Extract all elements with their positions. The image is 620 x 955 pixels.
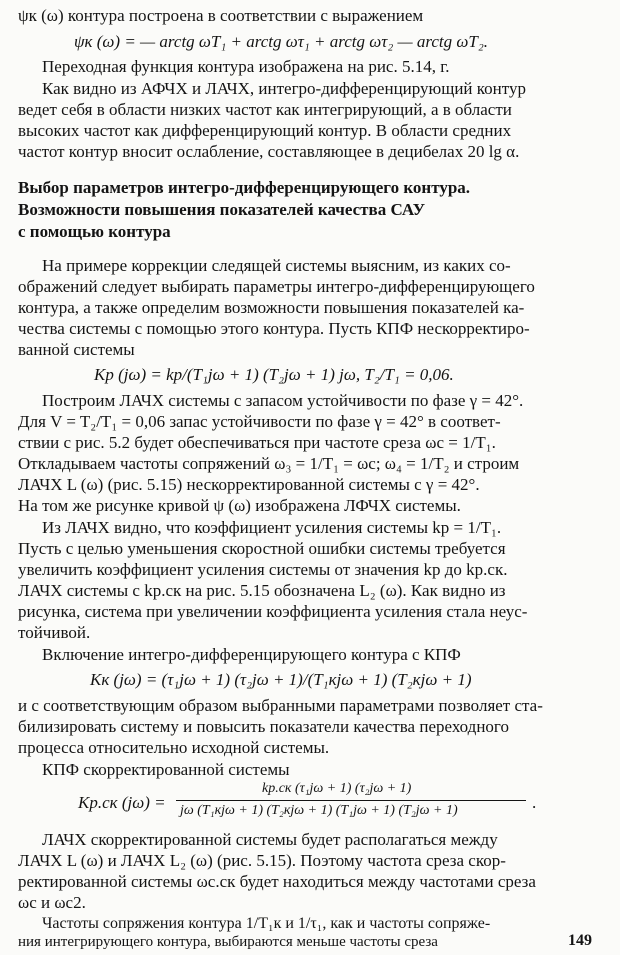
text-line: Переходная функция контура изображена на рис. 5.14, г. <box>42 57 450 76</box>
text-line: КПФ скорректированной системы <box>42 760 290 779</box>
text-line: ωс и ωс2. <box>18 893 86 912</box>
text-line: Откладываем частоты сопряжений ω₃ = 1/T₁ = ωс; ω₄ = 1/T₂ и строим <box>18 454 520 473</box>
text-line: ствии с рис. 5.2 будет обеспечиваться при частоте среза ωс = 1/T₁. <box>18 433 496 452</box>
text-line: ния интегрирующего контура, выбираются меньше частоты среза <box>18 934 438 950</box>
text-line: рисунка, система при увеличении коэффициента усиления стала неус- <box>18 602 528 621</box>
text-line: Из ЛАЧХ видно, что коэффициент усиления системы kр = 1/T₁. <box>42 518 502 537</box>
text-line: билизировать систему и повысить показатели качества переходного <box>18 717 509 736</box>
text-line: частот контур вносит ослабление, составляющее в децибелах 20 lg α. <box>18 142 520 161</box>
section-heading-line: с помощью контура <box>18 222 171 241</box>
text-line: ванной системы <box>18 340 135 359</box>
formula-psi: ψк (ω) = — arctg ωT₁ + arctg ωτ₁ + arctg ωτ₂ — arctg ωT₂. <box>74 32 488 51</box>
text-line: ображений следует выбирать параметры интегро-дифференцирующего <box>18 277 535 296</box>
text-line: ведет себя в области низких частот как интегрирующий, а в области <box>18 100 512 119</box>
fraction-denominator: jω (T₁кjω + 1) (T₂кjω + 1) (T₁jω + 1) (T₂jω + 1) <box>180 803 458 818</box>
text-line: Построим ЛАЧХ системы с запасом устойчивости по фазе γ = 42°. <box>42 391 524 410</box>
fraction-lhs: Kр.ск (jω) = <box>78 793 166 812</box>
fraction-bar <box>176 800 526 801</box>
text-line-offscreen <box>18 952 46 953</box>
page-number: 149 <box>568 932 592 949</box>
text-line: Частоты сопряжения контура 1/T₁к и 1/τ₁, как и частоты сопряже- <box>42 915 491 932</box>
text-line: ЛАЧХ системы с kр.ск на рис. 5.15 обозначена L₂ (ω). Как видно из <box>18 581 506 600</box>
text-line: ЛАЧХ L (ω) и ЛАЧХ L₂ (ω) (рис. 5.15). Поэтому частота среза скор- <box>18 851 506 870</box>
text-line: процесса относительно исходной системы. <box>18 738 330 757</box>
text-line: ректированной системы ωс.ск будет находиться между частотами среза <box>18 872 536 891</box>
fraction-tail: . <box>532 793 537 812</box>
text-line: Для V = T₂/T₁ = 0,06 запас устойчивости по фазе γ = 42° в соответ- <box>18 412 501 431</box>
section-heading-line: Возможности повышения показателей качества САУ <box>18 200 426 219</box>
text-line: На примере коррекции следящей системы выясним, из каких со- <box>42 256 511 275</box>
text-line: увеличить коэффициент усиления системы от значения kр до kр.ск. <box>18 560 508 579</box>
section-heading-line: Выбор параметров интегро-дифференцирующего контура. <box>18 178 471 197</box>
text-line: контура, а также определим возможности повышения показателей ка- <box>18 298 525 317</box>
fraction-numerator: kр.ск (τ₁jω + 1) (τ₂jω + 1) <box>262 781 412 796</box>
text-line: На том же рисунке кривой ψ (ω) изображена ЛФЧХ системы. <box>18 496 461 515</box>
text-line: и с соответствующим образом выбранными параметрами позволяет ста- <box>18 696 543 715</box>
text-line: высоких частот как дифференцирующий контур. В области средних <box>18 121 512 140</box>
formula-kp: Kр (jω) = kр/(T₁jω + 1) (T₂jω + 1) jω, T₂/T₁ = 0,06. <box>94 365 454 384</box>
text-line: ЛАЧХ скорректированной системы будет располагаться между <box>42 830 498 849</box>
text-line: ЛАЧХ L (ω) (рис. 5.15) нескорректированной системы с γ = 42°. <box>18 475 480 494</box>
formula-kk: Kк (jω) = (τ₁jω + 1) (τ₂jω + 1)/(T₁кjω + 1) (T₂кjω + 1) <box>90 670 472 689</box>
text-line: Как видно из АФЧХ и ЛАЧХ, интегро-дифференцирующий контур <box>42 79 526 98</box>
text-line: Пусть с целью уменьшения скоростной ошибки системы требуется <box>18 539 506 558</box>
text-line: Включение интегро-дифференцирующего контура с КПФ <box>42 645 461 664</box>
text-line: чества системы с помощью этого контура. Пусть КПФ нескорректиро- <box>18 319 530 338</box>
text-line: ψк (ω) контура построена в соответствии с выражением <box>18 6 424 25</box>
text-line: тойчивой. <box>18 623 91 642</box>
